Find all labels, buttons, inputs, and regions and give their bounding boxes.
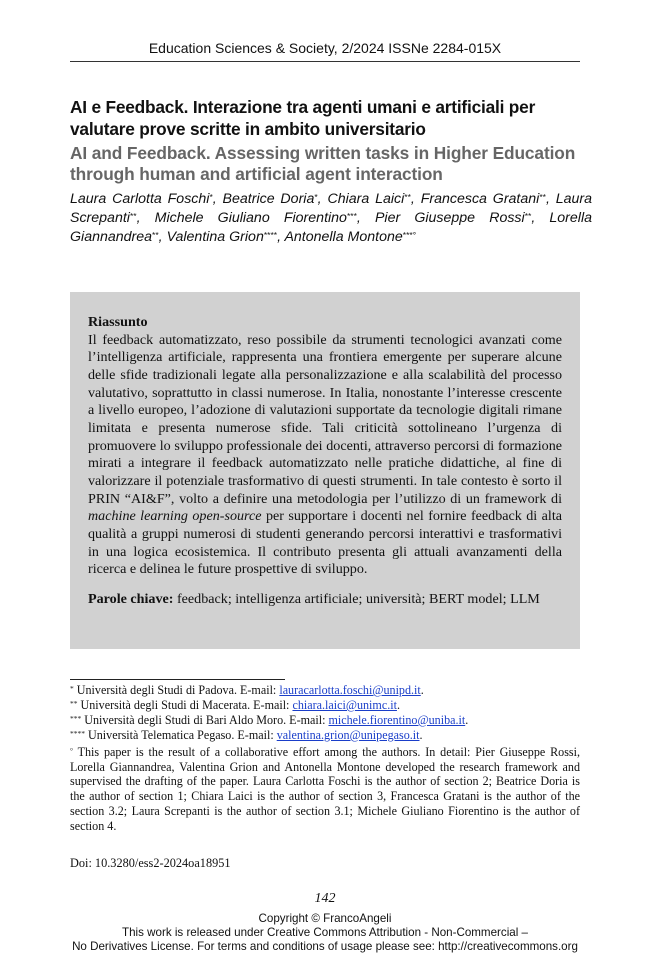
author-affiliation-mark: *** <box>346 210 357 221</box>
collaboration-note <box>70 745 580 834</box>
author-affiliation-mark: ** <box>129 210 137 221</box>
footnote-text: Università degli Studi di Macerata. E-mail: <box>77 697 293 712</box>
author-name: Valentina Grion <box>166 228 264 245</box>
author-name: Chiara Laici <box>327 191 405 207</box>
footnote-mark: * <box>70 684 74 693</box>
abstract-text <box>88 332 562 579</box>
footnote-mark: ° <box>70 745 73 755</box>
footnote-end: . <box>419 727 423 742</box>
author-name: Laura Screpanti <box>70 191 593 226</box>
journal-header: Education Sciences & Society, 2/2024 ISSNe 2284-015X <box>148 40 502 56</box>
footnote-text: Università degli Studi di Bari Aldo Moro. E-mail: <box>81 712 329 727</box>
page-number: 142 <box>314 891 336 906</box>
header-divider <box>70 61 580 62</box>
email-link[interactable]: chiara.laici@unimc.it <box>292 697 397 712</box>
footnote-divider <box>70 679 285 680</box>
author-affiliation-mark: ** <box>539 192 546 202</box>
author-name: Beatrice Doria <box>222 191 315 207</box>
keywords-list: feedback; intelligenza artificiale; università; BERT model; LLM <box>173 590 540 607</box>
email-link[interactable]: lauracarlotta.foschi@unipd.it <box>279 683 421 697</box>
author-affiliation-mark: ** <box>152 229 159 240</box>
author-affiliation-mark: * <box>314 192 318 202</box>
license-line-2: No Derivatives License. For terms and conditions of usage please see: http://creativecommons.org <box>72 940 578 953</box>
footnote-affiliation <box>70 728 580 743</box>
license-line-1: This work is released under Creative Commons Attribution - Non-Commercial – <box>122 926 528 939</box>
abstract-content <box>88 314 562 609</box>
affiliation-list <box>70 683 580 743</box>
footnote-affiliation <box>70 698 580 713</box>
author-name: Laura Carlotta Foschi <box>70 191 210 207</box>
author-name: Lorella Giannandrea <box>70 209 592 245</box>
keywords <box>88 591 562 609</box>
author-affiliation-mark: * <box>209 192 213 202</box>
title-english: AI and Feedback. Assessing written tasks in Higher Education through human and artificial agent interaction <box>70 143 576 184</box>
copyright-line: Copyright © FrancoAngeli <box>258 912 392 925</box>
abstract-text-part-2: per supportare i docenti nel fornire feedback di alta qualità a gruppi numerosi di studenti generando percorsi interattivi e trasformativi in una logica ecosistemica. Il contributo presenta gli attuali avanzamenti della ricerca e delinea le future prospettive di sviluppo. <box>88 508 562 578</box>
author-name: Michele Giuliano Fiorentino <box>154 209 347 226</box>
author-name: Antonella Montone <box>284 228 403 245</box>
author-affiliation-mark: ** <box>524 210 532 221</box>
author-name: Francesca Gratani <box>420 191 540 207</box>
footnote-affiliation <box>70 713 580 728</box>
author-name: Pier Giuseppe Rossi <box>374 209 525 226</box>
abstract-box <box>70 292 580 649</box>
footnotes <box>70 683 580 834</box>
doi: Doi: 10.3280/ess2-2024oa18951 <box>70 856 231 870</box>
abstract-text-italic: machine learning open-source <box>88 508 262 525</box>
footnote-mark: **** <box>70 728 85 738</box>
email-link[interactable]: michele.fiorentino@uniba.it <box>328 712 466 727</box>
abstract-text-part-1: Il feedback automatizzato, reso possibile da strumenti tecnologici avanzati come l’intelligenza artificiale, rappresenta una frontiera emergente per superare alcune delle sfide tradizionali legate alla personalizzazione e alla scalabilità del processo valutativo, soprattutto in classi numerose. In Italia, nonostante l’interesse crescente a livello europeo, l’adozione di valutazioni supportate da tecnologie digitali rimane limitata e presenta numerose sfide. Tali criticità sottolineano l’urgenza di promuovere lo sviluppo professionale dei docenti, attraverso percorsi di formazione mirati a integrare il feedback automatizzato nelle pratiche didattiche, al fine di valorizzare il potenziale trasformativo di questi strumenti. In tale contesto è sorto il PRIN “AI&F”, volto a definire una metodologia per l’utilizzo di un framework di <box>88 331 562 507</box>
license-footer <box>0 912 650 954</box>
keywords-label: Parole chiave: <box>88 590 174 607</box>
author-affiliation-mark: **** <box>263 229 278 240</box>
footnote-affiliation <box>70 683 580 698</box>
collaboration-note-text: This paper is the result of a collaborative effort among the authors. In detail: Pier Giuseppe Rossi, Lorella Giannandrea, Valentina Grion and Antonella Montone developed the research framework and supervised the drafting of the paper. Laura Carlotta Foschi is the author of section 2; Beatrice Doria is the author of section 1; Chiara Laici is the author of section 3, Francesca Gratani is the author of the section 3.2; Laura Screpanti is the author of section 3.1; Michele Giuliano Fiorentino is the author of section 4. <box>70 744 580 834</box>
footnote-text: Università degli Studi di Padova. E-mail: <box>73 683 280 697</box>
author-affiliation-mark: ** <box>404 192 411 202</box>
author-list: Laura Carlotta Foschi*, Beatrice Doria*, Chiara Laici**, Francesca Gratani**, Laura Screpanti**, Michele Giuliano Fiorentino***, Pier Giuseppe Rossi**, Lorella Giannandrea**, Valentina Grion****, Antonella Montone***° <box>70 191 593 245</box>
abstract-heading: Riassunto <box>88 314 148 330</box>
email-link[interactable]: valentina.grion@unipegaso.it <box>276 727 420 742</box>
footnote-end: . <box>465 712 469 727</box>
footnote-end: . <box>420 683 424 697</box>
footnote-mark: ** <box>70 698 78 708</box>
footnote-end: . <box>396 697 400 712</box>
title-italian: AI e Feedback. Interazione tra agenti umani e artificiali per valutare prove scritte in ambito universitario <box>70 97 536 139</box>
footnote-mark: *** <box>70 713 82 723</box>
author-affiliation-mark: ***° <box>402 229 417 240</box>
footnote-text: Università Telematica Pegaso. E-mail: <box>85 727 277 742</box>
